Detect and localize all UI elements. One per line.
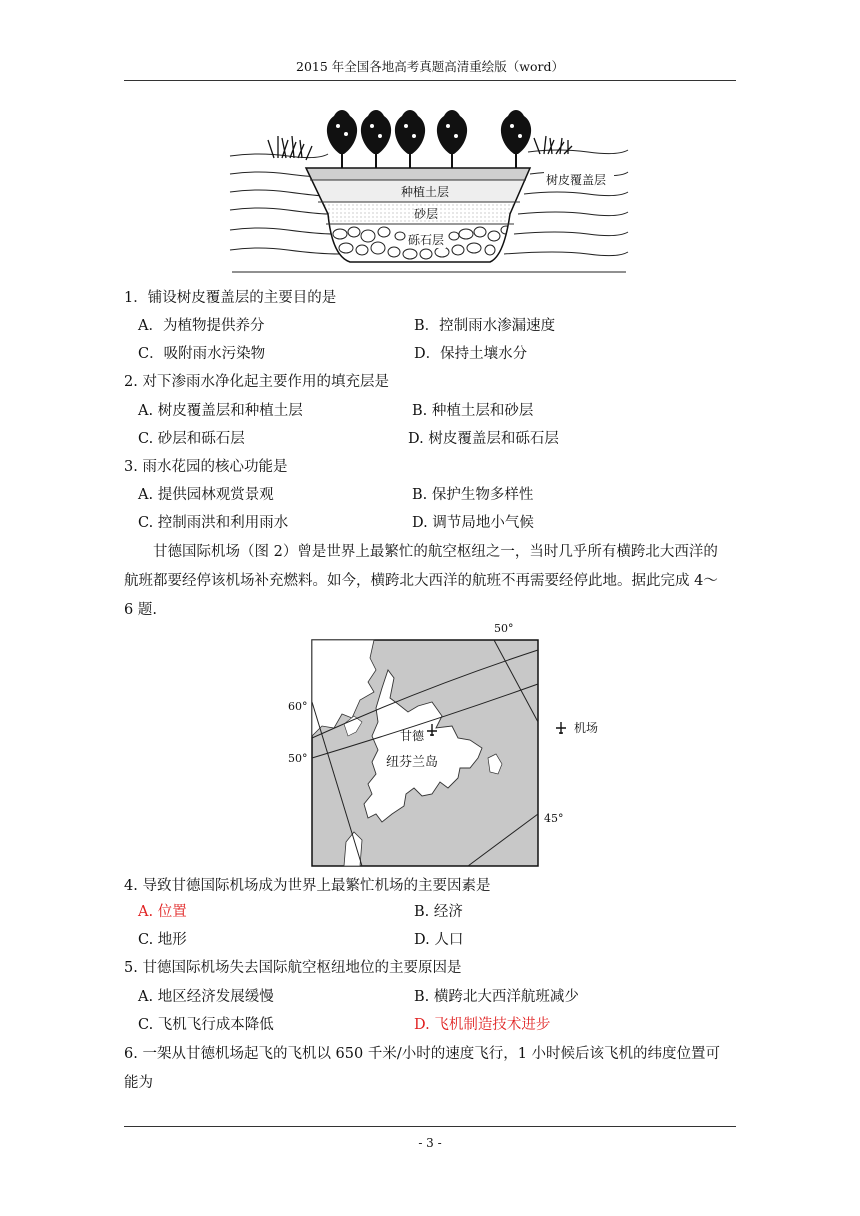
question-4-stem: 4. 导致甘德国际机场成为世界上最繁忙机场的主要因素是	[124, 878, 491, 894]
gander-map	[282, 618, 612, 872]
passage-line-2: 航班都要经停该机场补充燃料。如今，横跨北大西洋的航班不再需要经停此地。据此完成 4～	[124, 573, 718, 589]
label-bark-layer: 树皮覆盖层	[546, 173, 607, 187]
q2-option-d: D. 树皮覆盖层和砾石层	[408, 431, 559, 447]
question-2-stem: 2. 对下渗雨水净化起主要作用的填充层是	[124, 374, 389, 390]
q4-option-c: C. 地形	[138, 932, 187, 948]
passage-line-3: 6 题.	[124, 602, 157, 618]
label-soil-layer: 种植土层	[401, 185, 450, 199]
label-gravel-layer: 砾石层	[408, 233, 445, 247]
footer-divider	[124, 1126, 736, 1127]
q1-option-c: C．吸附雨水污染物	[138, 346, 266, 362]
passage	[124, 538, 740, 625]
q5-option-b: B. 横跨北大西洋航班减少	[414, 989, 579, 1005]
page-header	[124, 58, 736, 81]
question-3-stem: 3. 雨水花园的核心功能是	[124, 459, 288, 475]
q2-option-c: C. 砂层和砾石层	[138, 431, 245, 447]
q2-option-a: A. 树皮覆盖层和种植土层	[138, 403, 303, 419]
question-6	[124, 1040, 740, 1098]
lon-label-top: 50°	[494, 622, 514, 635]
legend-airport-label: 机场	[574, 721, 599, 735]
rain-garden-diagram	[228, 96, 630, 278]
q3-option-d: D. 调节局地小气候	[412, 515, 534, 531]
q3-option-a: A. 提供园林观赏景观	[138, 487, 274, 503]
q1-option-d: D．保持土壤水分	[414, 346, 528, 362]
gander-label: 甘德	[400, 729, 425, 743]
passage-line-1: 甘德国际机场（图 2）曾是世界上最繁忙的航空枢纽之一，当时几乎所有横跨北大西洋的	[153, 544, 718, 560]
question-1-stem: 1．铺设树皮覆盖层的主要目的是	[124, 290, 337, 306]
question-6-line-2: 能为	[124, 1075, 153, 1091]
q3-option-c: C. 控制雨洪和利用雨水	[138, 515, 289, 531]
q5-option-a: A. 地区经济发展缓慢	[138, 989, 274, 1005]
legend-airport-icon	[553, 720, 569, 736]
lat-label-50: 50°	[288, 752, 308, 765]
q3-option-b: B. 保护生物多样性	[412, 487, 534, 503]
page-number: - 3 -	[418, 1136, 442, 1150]
q5-option-c: C. 飞机飞行成本降低	[138, 1017, 274, 1033]
question-6-line-1: 6. 一架从甘德机场起飞的飞机以 650 千米/小时的速度飞行，1 小时候后该飞机的纬度位置可	[124, 1046, 721, 1062]
label-sand-layer: 砂层	[414, 207, 439, 221]
newfoundland-label: 纽芬兰岛	[386, 755, 439, 770]
q4-option-d: D. 人口	[414, 932, 464, 948]
q2-option-b: B. 种植土层和砂层	[412, 403, 534, 419]
header-title: 2015 年全国各地高考真题高清重绘版（word）	[296, 59, 564, 74]
q4-option-b: B. 经济	[414, 904, 463, 920]
q1-option-a: A．为植物提供养分	[138, 318, 265, 334]
question-5-stem: 5. 甘德国际机场失去国际航空枢纽地位的主要原因是	[124, 960, 462, 976]
lat-label-60: 60°	[288, 700, 308, 713]
q5-option-d-answer: D. 飞机制造技术进步	[414, 1017, 551, 1033]
q1-option-b: B．控制雨水渗漏速度	[414, 318, 556, 334]
q4-option-a-answer: A. 位置	[138, 904, 187, 920]
lon-label-45: 45°	[544, 812, 564, 825]
